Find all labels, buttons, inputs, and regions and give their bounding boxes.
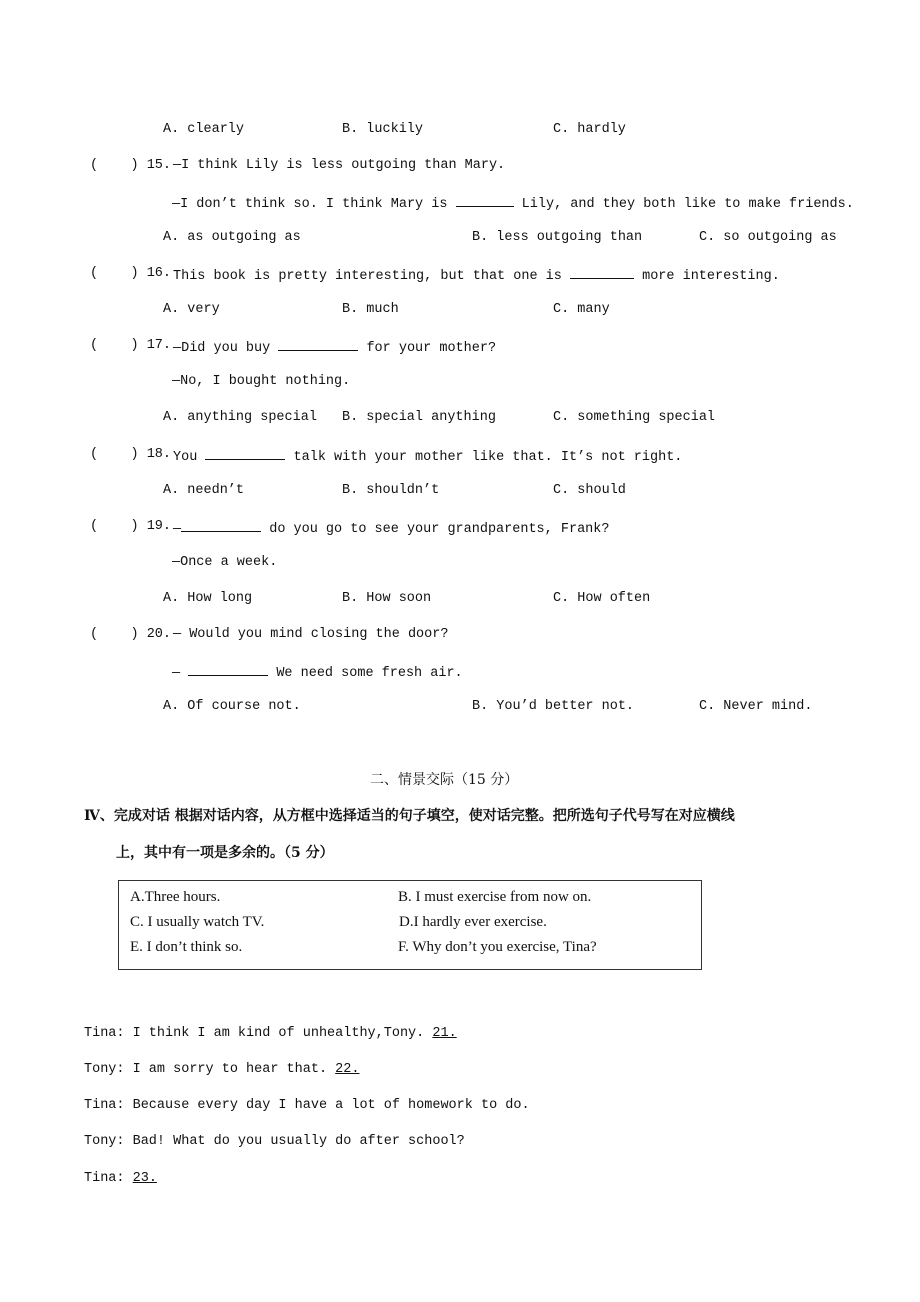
option: C. should — [553, 483, 626, 498]
answer-blank[interactable]: 21. — [432, 1026, 457, 1041]
answer-blank[interactable] — [181, 518, 261, 532]
option: A. Of course not. — [163, 699, 301, 714]
question-text: —I think Lily is less outgoing than Mary. — [173, 158, 506, 173]
question-text: — do you go to see your grandparents, Frank? — [173, 518, 609, 539]
choice: C. I usually watch TV. — [130, 914, 265, 930]
answer-blank[interactable] — [278, 337, 358, 351]
question-text: You talk with your mother like that. It’s not right. — [173, 446, 682, 467]
answer-blank[interactable] — [188, 662, 268, 676]
dialogue-line: Tina: 23. — [84, 1170, 255, 1188]
question-number: ( ) 18. — [90, 447, 172, 462]
option: A. needn’t — [163, 483, 245, 498]
answer-blank[interactable] — [570, 265, 634, 279]
question-number: ( ) 16. — [90, 266, 172, 281]
question-text: —I don’t think so. I think Mary is Lily, and they both like to make friends. — [172, 193, 854, 214]
section-instruction: Ⅳ、完成对话 根据对话内容，从方框中选择适当的句子填空，使对话完整。把所选句子代号写在对应横线 — [84, 808, 735, 824]
answer-blank[interactable] — [456, 193, 514, 207]
option: C. many — [553, 302, 610, 317]
option: A. as outgoing as — [163, 230, 301, 245]
option: B. special anything — [342, 410, 496, 425]
option: A. very — [163, 302, 220, 317]
choice: D.I hardly ever exercise. — [399, 914, 547, 930]
question-text: —Once a week. — [172, 555, 278, 570]
option: B. luckily — [342, 122, 424, 137]
answer-blank[interactable] — [205, 446, 285, 460]
question-number: ( ) 19. — [90, 519, 172, 534]
dialogue-line: Tony: I am sorry to hear that. 22. — [84, 1061, 441, 1079]
answer-blank[interactable]: 22. — [335, 1062, 360, 1077]
dialogue-line: Tina: I think I am kind of unhealthy,Tony. 21. — [84, 1025, 555, 1043]
option: A. clearly — [163, 122, 245, 137]
option: B. less outgoing than — [472, 230, 643, 245]
dialogue-line: Tony: Bad! What do you usually do after school? — [84, 1134, 465, 1149]
question-number: ( ) 20. — [90, 627, 172, 642]
option: A. How long — [163, 591, 253, 606]
question-text: — We need some fresh air. — [172, 662, 463, 683]
option: C. so outgoing as — [699, 230, 837, 245]
option: B. much — [342, 302, 399, 317]
question-text: — Would you mind closing the door? — [173, 627, 449, 642]
choice: E. I don’t think so. — [130, 939, 243, 955]
option: C. hardly — [553, 122, 626, 137]
choice: B. I must exercise from now on. — [398, 889, 592, 905]
question-number: ( ) 15. — [90, 158, 172, 173]
choice: F. Why don’t you exercise, Tina? — [398, 939, 597, 955]
answer-blank[interactable]: 23. — [132, 1171, 157, 1186]
question-text: —No, I bought nothing. — [172, 374, 351, 389]
option: B. shouldn’t — [342, 483, 440, 498]
section-instruction: 上，其中有一项是多余的。（5 分） — [116, 845, 334, 861]
option: C. Never mind. — [699, 699, 813, 714]
dialogue-line: Tina: Because every day I have a lot of homework to do. — [84, 1098, 530, 1113]
option: C. something special — [553, 410, 716, 425]
choice-box — [118, 880, 702, 970]
option: C. How often — [553, 591, 651, 606]
question-text: This book is pretty interesting, but that one is more interesting. — [173, 265, 780, 286]
section-title: 二、情景交际（15 分） — [370, 772, 519, 788]
option: B. You’d better not. — [472, 699, 635, 714]
option: A. anything special — [163, 410, 317, 425]
question-number: ( ) 17. — [90, 338, 172, 353]
option: B. How soon — [342, 591, 432, 606]
choice: A.Three hours. — [130, 889, 221, 905]
question-text: —Did you buy for your mother? — [173, 337, 496, 358]
